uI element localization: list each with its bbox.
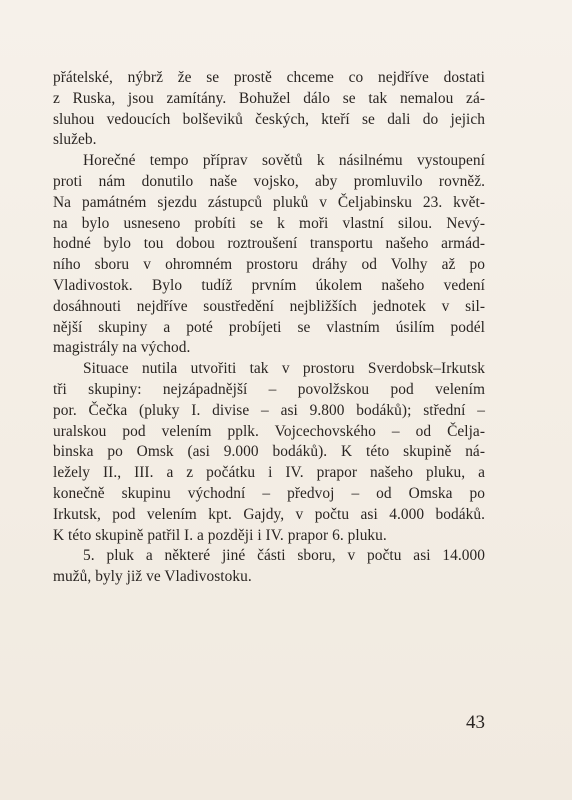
text-line: Situace nutila utvořiti tak v prostoru Sverdobsk–Irkutsk bbox=[83, 360, 485, 378]
text-line: uralskou pod velením pplk. Vojcechovského – od Čelja- bbox=[53, 422, 485, 440]
text-line: binska po Omsk (asi 9.000 bodáků). K této skupině ná- bbox=[53, 443, 485, 461]
text-line: nější skupiny a poté probíjeti se vlastním úsilím podél bbox=[53, 318, 485, 336]
text-line: mužů, byly již ve Vladivostoku. bbox=[53, 568, 252, 586]
body-text bbox=[53, 68, 485, 588]
paragraph-2 bbox=[53, 151, 485, 359]
text-line: sluhou vedoucích bolševiků českých, kteří se dali do jejich bbox=[53, 110, 485, 128]
text-line: ležely II., III. a z počátku i IV. prapor našeho pluku, a bbox=[53, 464, 485, 482]
paragraph-4 bbox=[53, 546, 485, 588]
text-line: Vladivostok. Bylo tudíž prvním úkolem našeho vedení bbox=[53, 276, 485, 294]
text-line: por. Čečka (pluky I. divise – asi 9.800 bodáků); střední – bbox=[53, 401, 485, 419]
text-line: dosáhnouti nejdříve soustředění nejbližších jednotek v sil- bbox=[53, 297, 485, 315]
text-line: služeb. bbox=[53, 131, 97, 149]
text-line: konečně skupinu východní – předvoj – od Omska po bbox=[53, 484, 485, 502]
text-line: přátelské, nýbrž že se prostě chceme co nejdříve dostati bbox=[53, 69, 485, 86]
text-line: magistrály na východ. bbox=[53, 339, 191, 357]
text-line: tři skupiny: nejzápadnější – povolžskou pod velením bbox=[53, 380, 485, 398]
text-line: na bylo usneseno probíti se k moři vlastní silou. Nevý- bbox=[53, 214, 485, 232]
text-line: Horečné tempo příprav sovětů k násilnému vystoupení bbox=[83, 152, 485, 170]
text-line: 5. pluk a některé jiné části sboru, v počtu asi 14.000 bbox=[83, 547, 485, 565]
text-line: Irkutsk, pod velením kpt. Gajdy, v počtu asi 4.000 bodáků. bbox=[53, 505, 485, 523]
page-number: 43 bbox=[466, 712, 485, 733]
text-line: ního sboru v ohromném prostoru dráhy od Volhy až po bbox=[53, 256, 485, 274]
text-line: proti nám donutilo naše vojsko, aby promluvilo rovněž. bbox=[53, 172, 485, 190]
text-line: z Ruska, jsou zamítány. Bohužel dálo se tak nemalou zá- bbox=[53, 89, 485, 107]
text-line: hodné bylo tou dobou roztroušení transportu našeho armád- bbox=[53, 235, 485, 253]
paragraph-1 bbox=[53, 68, 485, 151]
text-line: Na památném sjezdu zástupců pluků v Čeljabinsku 23. květ- bbox=[53, 193, 485, 211]
text-line: K této skupině patřil I. a později i IV. prapor 6. pluku. bbox=[53, 526, 387, 544]
paragraph-3 bbox=[53, 359, 485, 546]
